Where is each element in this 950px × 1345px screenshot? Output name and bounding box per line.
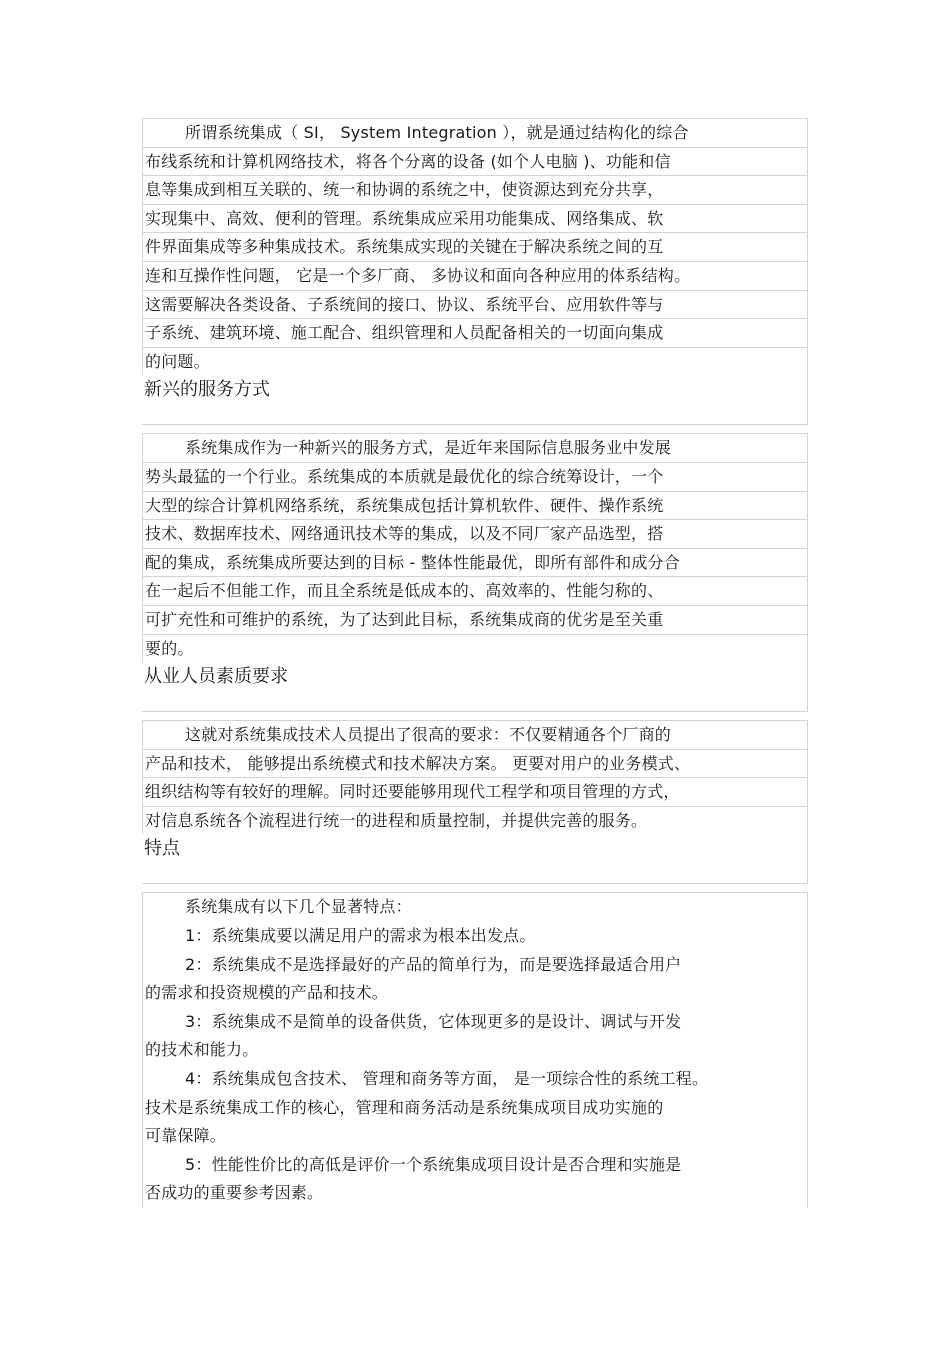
- feature-item: 3：系统集成不是简单的设备供货，它体现更多的是设计、调试与开发: [143, 1008, 808, 1037]
- text-line: 的技术和能力。: [143, 1036, 808, 1065]
- text-line: 件界面集成等多种集成技术。系统集成实现的关键在于解决系统之间的互: [143, 232, 808, 261]
- section-heading-features: 特点: [142, 834, 808, 884]
- text-line: 组织结构等有较好的理解。同时还要能够用现代工程学和项目管理的方式，: [143, 777, 808, 806]
- text-line: 系统集成有以下几个显著特点：: [143, 893, 808, 922]
- text-line: 连和互操作性问题， 它是一个多厂商、 多协议和面向各种应用的体系结构。: [143, 261, 808, 290]
- text-line: 要的。: [143, 634, 808, 663]
- text-line: 技术是系统集成工作的核心，管理和商务活动是系统集成项目成功实施的: [143, 1094, 808, 1123]
- text-line: 否成功的重要参考因素。: [143, 1179, 808, 1208]
- text-line: 息等集成到相互关联的、统一和协调的系统之中，使资源达到充分共享，: [143, 175, 808, 204]
- text-line: 可靠保障。: [143, 1122, 808, 1151]
- text-line: 系统集成作为一种新兴的服务方式，是近年来国际信息服务业中发展: [143, 433, 808, 462]
- text-line: 势头最猛的一个行业。系统集成的本质就是最优化的综合统筹设计，一个: [143, 462, 808, 491]
- text-line: 对信息系统各个流程进行统一的进程和质量控制，并提供完善的服务。: [143, 806, 808, 835]
- text-line: 的问题。: [143, 347, 808, 376]
- text-line: 配的集成，系统集成所要达到的目标 - 整体性能最优，即所有部件和成分合: [143, 548, 808, 577]
- text-line: 的需求和投资规模的产品和技术。: [143, 979, 808, 1008]
- text-line: 布线系统和计算机网络技术，将各个分离的设备 (如个人电脑 )、功能和信: [143, 147, 808, 176]
- text-line: 这需要解决各类设备、子系统间的接口、协议、系统平台、应用软件等与: [143, 290, 808, 319]
- feature-item: 4：系统集成包含技术、 管理和商务等方面， 是一项综合性的系统工程。: [143, 1065, 808, 1094]
- features-list: [142, 892, 808, 1208]
- feature-item: 2：系统集成不是选择最好的产品的简单行为，而是要选择最适合用户: [143, 951, 808, 980]
- text-line: 大型的综合计算机网络系统，系统集成包括计算机软件、硬件、操作系统: [143, 491, 808, 520]
- text-line: 子系统、建筑环境、施工配合、组织管理和人员配备相关的一切面向集成: [143, 318, 808, 347]
- service-paragraph: [142, 433, 808, 662]
- document-body: [142, 118, 808, 1208]
- feature-item: 1：系统集成要以满足用户的需求为根本出发点。: [143, 922, 808, 951]
- staff-paragraph: [142, 720, 808, 834]
- text-line: 在一起后不但能工作，而且全系统是低成本的、高效率的、性能匀称的、: [143, 576, 808, 605]
- intro-paragraph: [142, 118, 808, 375]
- text-line: 实现集中、高效、便利的管理。系统集成应采用功能集成、网络集成、软: [143, 204, 808, 233]
- text-line: 产品和技术， 能够提出系统模式和技术解决方案。 更要对用户的业务模式、: [143, 749, 808, 778]
- text-line: 技术、数据库技术、网络通讯技术等的集成，以及不同厂家产品选型，搭: [143, 519, 808, 548]
- text-line: 可扩充性和可维护的系统，为了达到此目标，系统集成商的优劣是至关重: [143, 605, 808, 634]
- feature-item: 5：性能性价比的高低是评价一个系统集成项目设计是否合理和实施是: [143, 1151, 808, 1180]
- section-heading-staff-requirements: 从业人员素质要求: [142, 662, 808, 712]
- text-line: 这就对系统集成技术人员提出了很高的要求：不仅要精通各个厂商的: [143, 720, 808, 749]
- text-line: 所谓系统集成（ SI， System Integration ），就是通过结构化的综合: [143, 118, 808, 147]
- section-heading-new-service: 新兴的服务方式: [142, 375, 808, 425]
